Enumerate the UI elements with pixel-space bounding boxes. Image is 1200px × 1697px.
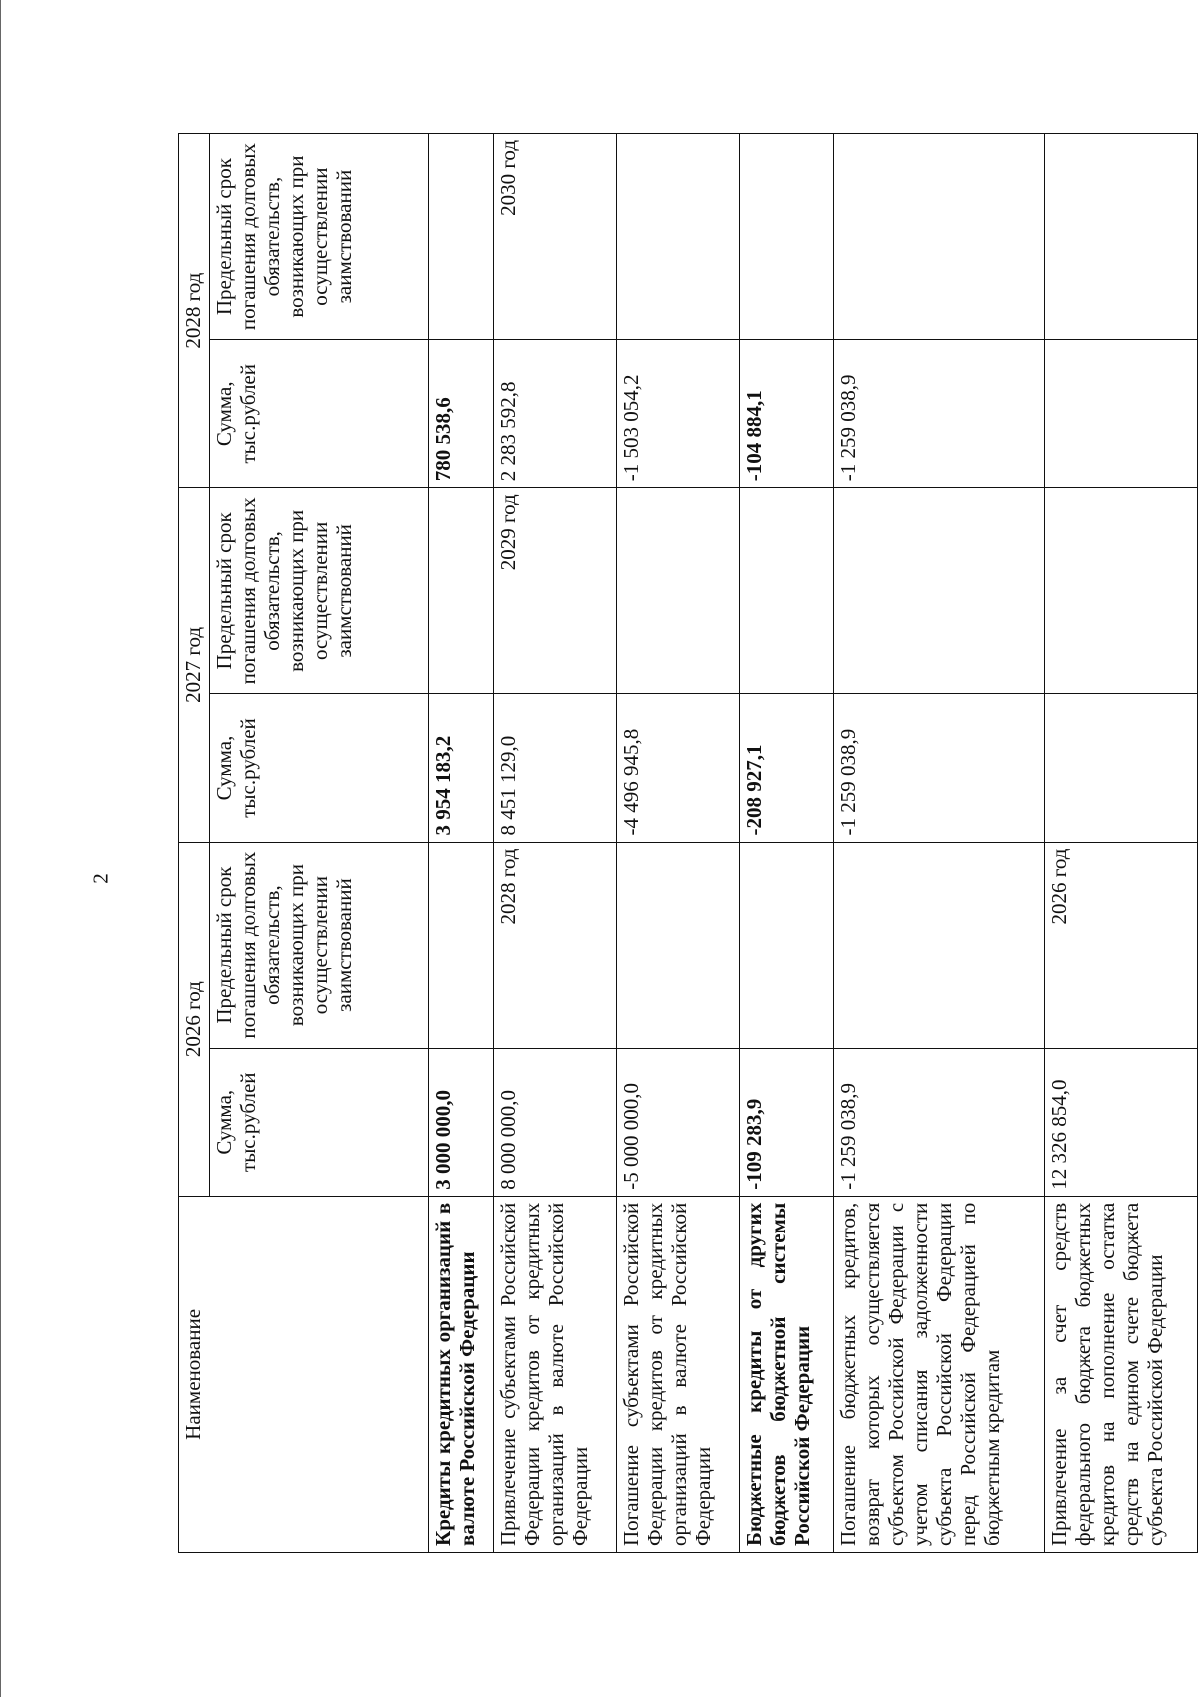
sum-2028-cell: 780 538,6 <box>429 340 494 488</box>
name-header: Наименование <box>179 1196 429 1552</box>
term-2027-cell <box>429 488 494 694</box>
sum-header-2026: Сумма, тыс.рублей <box>210 1048 429 1196</box>
sum-2026-cell: 12 326 854,0 <box>1045 1048 1198 1196</box>
borrowing-program-table <box>178 133 1198 1553</box>
row-name-cell: Бюджетные кредиты от других бюджетов бюджетной системы Российской Федерации <box>740 1196 834 1552</box>
sum-2028-cell: -104 884,1 <box>740 340 834 488</box>
sum-2026-cell: -109 283,9 <box>740 1048 834 1196</box>
rotated-table-frame <box>178 133 1198 1553</box>
term-header-2028: Предельный срок погашения долговых обязательств, возникающих при осуществлении заимствований <box>210 134 429 340</box>
term-2027-cell <box>834 488 1045 694</box>
sum-2028-cell: 2 283 592,8 <box>493 340 616 488</box>
term-2026-cell: 2026 год <box>1045 842 1198 1048</box>
table-row <box>429 134 494 1553</box>
year-header-2026: 2026 год <box>179 842 210 1196</box>
term-2026-cell <box>740 842 834 1048</box>
row-name-cell: Привлечение субъектами Российской Федерации кредитов от кредитных организаций в валюте Российской Федерации <box>493 1196 616 1552</box>
row-name-cell: Погашение бюджетных кредитов, возврат которых осуществляется субъектом Российской Федерации с учетом списания задолженности субъекта Российской Федерации перед Российской Федерацией по бюджетным кредитам <box>834 1196 1045 1552</box>
term-2026-cell <box>834 842 1045 1048</box>
sum-2027-cell: -4 496 945,8 <box>616 694 739 842</box>
page-number: 2 <box>88 873 113 884</box>
year-header-2028: 2028 год <box>179 134 210 488</box>
row-name-cell: Привлечение за счет средств федерального бюджета бюджетных кредитов на пополнение остатка средств на едином счете бюджета субъекта Российской Федерации <box>1045 1196 1198 1552</box>
row-name-cell: Погашение субъектами Российской Федерации кредитов от кредитных организаций в валюте Российской Федерации <box>616 1196 739 1552</box>
header-row-years <box>179 134 210 1553</box>
table-row <box>740 134 834 1553</box>
sum-2028-cell: -1 503 054,2 <box>616 340 739 488</box>
term-2028-cell <box>1045 134 1198 340</box>
table-row <box>493 134 616 1553</box>
term-2027-cell <box>740 488 834 694</box>
table-body <box>429 134 1198 1553</box>
sum-header-2027: Сумма, тыс.рублей <box>210 694 429 842</box>
sum-2028-cell <box>1045 340 1198 488</box>
sum-2026-cell: -5 000 000,0 <box>616 1048 739 1196</box>
term-2028-cell <box>616 134 739 340</box>
row-name-cell: Кредиты кредитных организаций в валюте Российской Федерации <box>429 1196 494 1552</box>
sum-2026-cell: 8 000 000,0 <box>493 1048 616 1196</box>
table-row <box>834 134 1045 1553</box>
term-2027-cell <box>1045 488 1198 694</box>
table-row <box>1045 134 1198 1553</box>
term-2028-cell <box>429 134 494 340</box>
sum-2026-cell: 3 000 000,0 <box>429 1048 494 1196</box>
sum-2028-cell: -1 259 038,9 <box>834 340 1045 488</box>
term-2028-cell <box>834 134 1045 340</box>
scan-edge-line <box>0 0 1 1697</box>
term-2028-cell <box>740 134 834 340</box>
term-header-2027: Предельный срок погашения долговых обязательств, возникающих при осуществлении заимствований <box>210 488 429 694</box>
sum-2027-cell: 3 954 183,2 <box>429 694 494 842</box>
term-2027-cell: 2029 год <box>493 488 616 694</box>
sum-2027-cell: -208 927,1 <box>740 694 834 842</box>
term-2026-cell: 2028 год <box>493 842 616 1048</box>
term-2026-cell <box>616 842 739 1048</box>
term-2026-cell <box>429 842 494 1048</box>
sum-2027-cell: -1 259 038,9 <box>834 694 1045 842</box>
year-header-2027: 2027 год <box>179 488 210 842</box>
term-2028-cell: 2030 год <box>493 134 616 340</box>
sum-2027-cell: 8 451 129,0 <box>493 694 616 842</box>
sum-2026-cell: -1 259 038,9 <box>834 1048 1045 1196</box>
sum-header-2028: Сумма, тыс.рублей <box>210 340 429 488</box>
term-header-2026: Предельный срок погашения долговых обязательств, возникающих при осуществлении заимствований <box>210 842 429 1048</box>
sum-2027-cell <box>1045 694 1198 842</box>
table-row <box>616 134 739 1553</box>
rotated-table-content <box>178 133 1198 1553</box>
term-2027-cell <box>616 488 739 694</box>
